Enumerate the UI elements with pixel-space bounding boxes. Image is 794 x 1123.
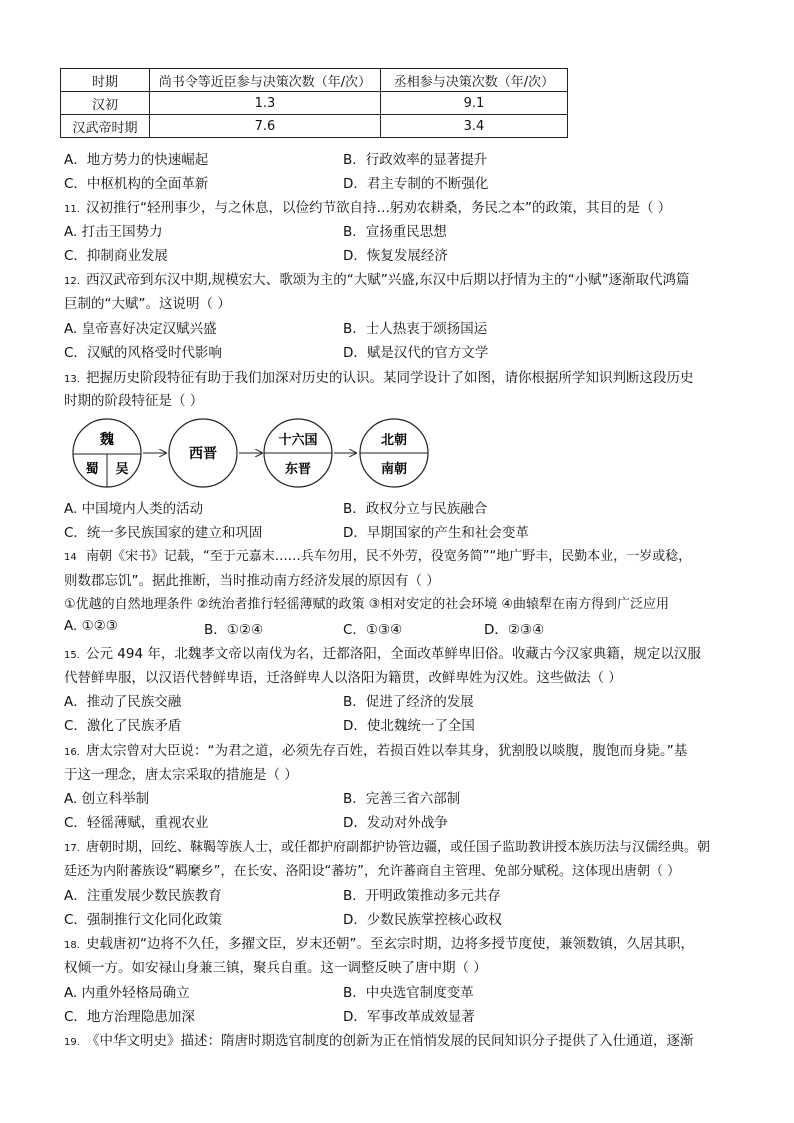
table-cell: 1.3 (150, 92, 381, 115)
question-number: 16. (64, 747, 80, 758)
q14-stem (64, 545, 691, 564)
q10-option-b: B．行政效率的显著提升 (343, 152, 488, 168)
q13-stem-line2: 时期的阶段特征是（ ） (64, 393, 204, 409)
q19-stem (64, 1029, 694, 1049)
table-cell: 汉武帝时期 (61, 115, 150, 138)
wu-label: 吴 (115, 462, 129, 477)
wei-label: 魏 (100, 432, 114, 448)
q13-option-a: A. 中国境内人类的活动 (64, 501, 204, 517)
question-text: 西汉武帝到东汉中期,规模宏大、歌颂为主的“大赋”兴盛,东汉中后期以抒情为主的“小赋”逐渐取代鸿篇 (86, 272, 690, 288)
table-cell: 3.4 (381, 115, 568, 138)
table-cell: 9.1 (381, 92, 568, 115)
q17-option-b: B．开明政策推动多元共存 (343, 888, 501, 904)
q14-stem-line2: 则数郡忘饥”。据此推断，当时推动南方经济发展的原因有（ ） (64, 573, 440, 589)
question-text: 唐朝时期，回纥、靺鞨等族人士，或任都护府副都护协管边疆，或任国子监助教讲授本族历法与汉儒经典。朝 (86, 840, 711, 855)
table-cell: 7.6 (150, 115, 381, 138)
q10-option-d: D．君主专制的不断强化 (343, 176, 489, 192)
three-kingdoms-circle (73, 419, 141, 487)
beichao-label: 北朝 (380, 433, 408, 448)
q12-stem-line2: 巨制的“大赋”。这说明（ ） (64, 296, 231, 312)
question-text: 《中华文明史》描述：隋唐时期选官制度的创新为正在悄悄发展的民间知识分子提供了入仕通道，逐渐 (86, 1033, 694, 1049)
question-text: 史载唐初“边将不久任，多擢文臣，岁末还朝”。至玄宗时期，边将多授节度使，兼领数镇，久居其职， (86, 936, 694, 952)
q18-stem (64, 932, 694, 952)
northern-southern-circle (360, 419, 428, 487)
q14-option-d: D．②③④ (484, 622, 545, 638)
q12-option-c: C．汉赋的风格受时代影响 (64, 345, 222, 361)
q17-stem (64, 836, 710, 855)
xijin-label: 西晋 (189, 446, 217, 462)
q17-stem-line2: 廷还为内附蕃族设“羁縻乡”，在长安、洛阳设“蕃坊”，允许蕃商自主管理、免部分赋税。这体现出唐朝（ ） (64, 864, 681, 879)
question-number: 13. (64, 374, 80, 385)
q11-option-d: D．恢复发展经济 (343, 248, 448, 264)
dongjin-label: 东晋 (284, 462, 312, 477)
q18-option-c: C．地方治理隐患加深 (64, 1009, 195, 1025)
sixteen-kingdoms-circle (264, 419, 332, 487)
q12-stem (64, 268, 690, 288)
q14-option-b: B．①②④ (204, 622, 264, 638)
q12-option-d: D．赋是汉代的官方文学 (343, 345, 489, 361)
question-text: 把握历史阶段特征有助于我们加深对历史的认识。某同学设计了如图，请你根据所学知识判断这段历史 (86, 370, 694, 386)
q18-stem-line2: 权倾一方。如安禄山身兼三镇，聚兵自重。这一调整反映了唐中期（ ） (64, 960, 487, 976)
q13-option-d: D．早期国家的产生和社会变革 (343, 525, 529, 541)
header-cell: 时期 (61, 69, 150, 92)
q15-option-d: D．使北魏统一了全国 (343, 718, 475, 734)
question-text: 唐太宗曾对大臣说：“为君之道，必须先存百姓，若损百姓以奉其身，犹割股以啖腹，腹饱而身毙。”基 (86, 743, 688, 759)
header-cell: 尚书令等近臣参与决策次数（年/次） (150, 69, 381, 92)
q11-stem (64, 196, 671, 216)
q17-option-d: D．少数民族掌控核心政权 (343, 912, 502, 928)
q16-stem (64, 739, 687, 759)
question-number: 15. (64, 650, 80, 661)
q16-option-c: C．轻徭薄赋，重视农业 (64, 815, 209, 831)
question-number: 14 (64, 552, 77, 563)
q11-option-a: A. 打击王国势力 (64, 224, 163, 240)
q13-stem (64, 366, 694, 386)
q12-option-a: A. 皇帝喜好决定汉赋兴盛 (64, 321, 217, 337)
dynasty-diagram (70, 418, 440, 488)
q14-option-a: A. ①②③ (64, 618, 118, 634)
q14-option-c: C．①③④ (343, 622, 403, 638)
q13-option-c: C．统一多民族国家的建立和巩固 (64, 525, 263, 541)
q15-stem (64, 642, 701, 662)
q11-option-b: B．宣扬重民思想 (343, 224, 447, 240)
q12-option-b: B．士人热衷于颂扬国运 (343, 321, 488, 337)
q17-option-c: C．强制推行文化同化政策 (64, 912, 222, 928)
q15-stem-line2: 代替鲜卑服，以汉语代替鲜卑语，迁洛鲜卑人以洛阳为籍贯，改鲜卑姓为汉姓。这些做法（ ） (64, 670, 622, 686)
question-number: 12. (64, 276, 80, 287)
question-number: 11. (64, 204, 80, 215)
nanchao-label: 南朝 (380, 462, 408, 477)
shiliuguo-label: 十六国 (278, 433, 318, 448)
question-number: 19. (64, 1037, 80, 1048)
q17-option-a: A．注重发展少数民族教育 (64, 888, 222, 904)
header-cell: 丞相参与决策次数（年/次） (381, 69, 568, 92)
q15-option-a: A．推动了民族交融 (64, 694, 182, 710)
q16-option-a: A. 创立科举制 (64, 791, 150, 807)
table-header-row (61, 69, 568, 92)
q16-option-b: B．完善三省六部制 (343, 791, 461, 807)
q10-option-a: A．地方势力的快速崛起 (64, 152, 209, 168)
question-number: 18. (64, 940, 80, 951)
decision-table (60, 68, 568, 138)
table-cell: 汉初 (61, 92, 150, 115)
table-row (61, 115, 568, 138)
q18-option-a: A. 内重外轻格局确立 (64, 985, 190, 1001)
q18-option-b: B．中央选官制度变革 (343, 985, 474, 1001)
q16-option-d: D．发动对外战争 (343, 815, 448, 831)
question-text: 汉初推行“轻刑事少，与之休息，以俭约节欲自持…躬劝农耕桑，务民之本”的政策，其目的是（ ） (86, 200, 672, 216)
shu-label: 蜀 (85, 462, 99, 477)
question-number: 17. (64, 843, 80, 854)
q14-items: ①优越的自然地理条件 ②统治者推行轻徭薄赋的政策 ③相对安定的社会环境 ④曲辕犁在南方得到广泛应用 (64, 597, 670, 612)
q16-stem-line2: 于这一理念，唐太宗采取的措施是（ ） (64, 767, 298, 783)
q11-option-c: C．抑制商业发展 (64, 248, 168, 264)
q10-option-c: C．中枢机构的全面革新 (64, 176, 209, 192)
q15-option-c: C．激化了民族矛盾 (64, 718, 182, 734)
q18-option-d: D．军事改革成效显著 (343, 1009, 475, 1025)
q15-option-b: B．促进了经济的发展 (343, 694, 474, 710)
question-text: 公元 494 年，北魏孝文帝以南伐为名，迁都洛阳，全面改革鲜卑旧俗。收藏古今汉家典籍，规定以汉服 (86, 646, 701, 662)
western-jin-circle (169, 419, 237, 487)
table-row (61, 92, 568, 115)
q13-option-b: B．政权分立与民族融合 (343, 501, 488, 517)
question-text: 南朝《宋书》记载，“至于元嘉末……兵车勿用，民不外劳，役宽务简”“地广野丰，民勤本业，一岁或稔， (86, 549, 692, 564)
